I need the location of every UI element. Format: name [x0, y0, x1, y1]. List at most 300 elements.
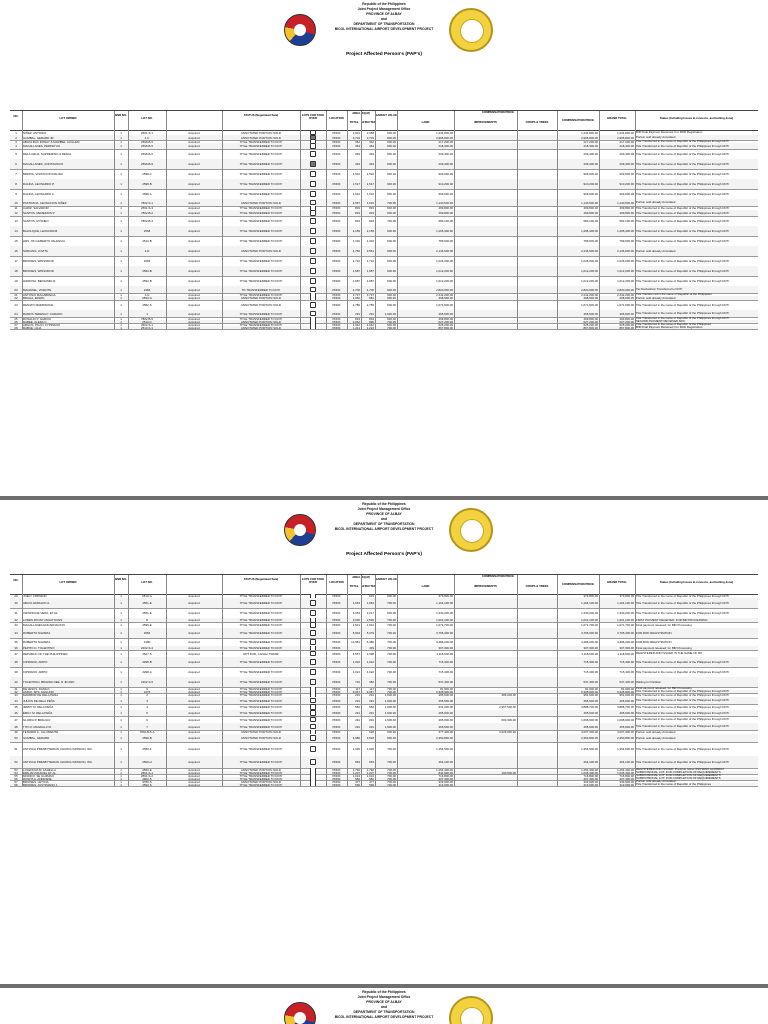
negotiated-status-cell: TITLE TRANSFERRED TO DOTr: [239, 311, 283, 316]
remarks-cell: Title Transferred in the name of Republic of the Philippines through DOTr: [636, 311, 730, 315]
agency-line: and: [380, 17, 388, 21]
column-divider: [454, 723, 455, 730]
takeover-checkbox[interactable]: [301, 310, 325, 317]
column-divider: [635, 276, 636, 286]
takeover-checkbox[interactable]: [301, 608, 325, 618]
takeover-checkbox-box[interactable]: [310, 651, 316, 656]
area-affected-cell: 2,786: [366, 303, 374, 307]
takeover-checkbox-box[interactable]: [310, 759, 316, 764]
compensation-price-cell: 4,486,200.00: [581, 640, 598, 644]
bnd-no-cell: 1: [120, 239, 122, 243]
remarks-cell: Title Transferred in the name of Republic of the Philippines through DOTr: [636, 171, 730, 176]
takeover-checkbox-box[interactable]: [310, 311, 316, 316]
lot-owner-cell: EMILY M. DELA PEÑA: [23, 711, 53, 715]
acquired-status-cell: Acquired: [188, 249, 200, 253]
area-affected-cell: 291: [369, 698, 374, 703]
land-value-cell: 625,200.00: [438, 323, 453, 326]
column-divider: [347, 608, 348, 618]
column-header: TOTAL: [349, 584, 359, 588]
takeover-checkbox-box[interactable]: [310, 200, 316, 205]
takeover-checkbox-box[interactable]: [310, 669, 316, 674]
market-value-cell: 700.00: [387, 651, 396, 656]
column-divider: [454, 266, 455, 276]
column-divider: [599, 608, 600, 618]
negotiated-status-cell: ANNOTATED PORTION SOLD: [241, 296, 281, 300]
land-value-cell: 6,328,900.00: [436, 690, 453, 693]
grand-total-cell: 465,600.00: [619, 724, 634, 729]
takeover-checkbox[interactable]: [301, 638, 325, 646]
market-value-cell: 600.00: [387, 211, 396, 215]
takeover-checkbox-box[interactable]: [310, 287, 316, 292]
acquired-status-cell: Acquired: [188, 594, 200, 598]
column-divider: [397, 236, 398, 246]
takeover-checkbox-box[interactable]: [310, 218, 316, 223]
market-value-cell: 700.00: [387, 777, 396, 780]
market-value-cell: 700.00: [387, 760, 396, 764]
takeover-checkbox[interactable]: [301, 598, 325, 608]
takeover-checkbox-box[interactable]: [310, 161, 316, 166]
land-value-cell: 716,800.00: [438, 774, 453, 777]
area-total-cell: 2,786: [352, 303, 360, 307]
lot-no-cell: 2598-B: [142, 182, 152, 186]
column-divider: [326, 276, 327, 286]
area-affected-cell: 5,379: [366, 631, 374, 635]
takeover-checkbox-box[interactable]: [310, 704, 316, 709]
column-divider: [222, 326, 223, 329]
column-divider: [114, 716, 115, 723]
grand-total-cell: 1,330,200.00: [617, 611, 634, 615]
lot-owner-cell: BRIONES, WINSOROD: [23, 269, 54, 273]
column-divider: [454, 677, 455, 687]
takeover-checkbox[interactable]: [301, 276, 325, 286]
agency-line: Joint Project Management Office: [357, 995, 411, 999]
takeover-checkbox-box[interactable]: [310, 151, 316, 156]
column-divider: [347, 300, 348, 310]
takeover-checkbox[interactable]: [301, 199, 325, 206]
column-divider: [300, 169, 301, 179]
column-divider: [635, 169, 636, 179]
compensation-price-cell: 407,400.00: [583, 777, 598, 780]
compensation-price-cell: 1,234,800.00: [581, 130, 598, 135]
column-divider: [222, 216, 223, 226]
lot-no-cell: 2510-S-1: [141, 326, 153, 329]
bnd-no-cell: 1: [120, 601, 122, 605]
takeover-checkbox[interactable]: [301, 667, 325, 677]
column-divider: [397, 149, 398, 159]
area-total-cell: 833: [355, 211, 360, 215]
column-divider: [517, 650, 518, 657]
column-header: AFFECTED: [361, 584, 376, 588]
negotiated-status-cell: TITLE TRANSFERRED TO DOTr: [239, 771, 283, 774]
negotiated-status-cell: TITLE TRANSFERRED TO DOTr: [239, 711, 283, 715]
area-affected-cell: 1,042: [366, 323, 374, 326]
row-number: 54: [14, 771, 18, 774]
takeover-checkbox[interactable]: [301, 266, 325, 276]
column-divider: [166, 169, 167, 179]
column-divider: [222, 111, 223, 130]
remarks-cell: Title Transferred in the name of Republic of the Philippines through DOTr: [636, 228, 730, 233]
area-affected-cell: 2,217: [366, 611, 374, 615]
takeover-checkbox[interactable]: [301, 286, 325, 293]
column-divider: [347, 246, 348, 256]
column-divider: [22, 667, 23, 677]
column-divider: [166, 575, 167, 594]
market-value-cell: 1,600.00: [384, 717, 396, 722]
acquired-status-cell: Acquired: [188, 326, 200, 329]
remarks-cell: Title Transferred in the name of Republic of the Philippines through DOTr: [636, 206, 730, 210]
remarks-cell: Title Transferred in the name of Republic of the Philippines: [636, 323, 711, 326]
acquired-status-cell: Acquired: [188, 601, 200, 605]
takeover-checkbox-box[interactable]: [310, 326, 316, 329]
row-number: 47: [14, 717, 18, 722]
market-value-cell: 700.00: [387, 747, 396, 751]
bnd-no-cell: 1: [120, 182, 122, 186]
column-divider: [166, 608, 167, 618]
remarks-cell: Title Transferred in the name of Republic of the Philippines through DOTr: [636, 140, 730, 143]
column-divider: [517, 575, 518, 594]
takeover-checkbox[interactable]: [301, 756, 325, 768]
column-divider: [166, 667, 167, 677]
column-divider: [128, 149, 129, 159]
page-3: [0, 988, 768, 1024]
column-divider: [517, 111, 518, 130]
column-divider: [635, 286, 636, 293]
negotiated-status-cell: TITLE TRANSFERRED TO DOTr: [239, 601, 283, 605]
column-divider: [114, 650, 115, 657]
area-affected-cell: 4,700: [366, 287, 374, 292]
market-value-cell: 600.00: [387, 303, 396, 307]
column-divider: [222, 608, 223, 618]
column-divider: [326, 628, 327, 638]
row-number: 49: [14, 730, 18, 734]
market-value-cell: 600.00: [387, 249, 396, 253]
area-total-cell: 2,159: [352, 229, 360, 233]
crops-trees-cell: [518, 677, 556, 687]
lot-owner-cell: MARIBOR DE DELA PEÑA: [23, 693, 59, 697]
market-value-cell: 600.00: [387, 293, 396, 296]
acquired-status-cell: Acquired: [188, 152, 200, 156]
row-number: 13: [14, 219, 18, 223]
land-value-cell: 407,400.00: [438, 777, 453, 780]
land-value-cell: 909,600.00: [438, 192, 453, 196]
remarks-cell: Title Transferred in the name of Republic of the Philippines through DOTr: [636, 143, 730, 148]
takeover-checkbox-box[interactable]: [310, 302, 316, 307]
column-divider: [599, 286, 600, 293]
column-divider: [375, 216, 376, 226]
takeover-checkbox-box[interactable]: [310, 622, 316, 627]
column-divider: [557, 236, 558, 246]
grand-total-cell: 715,400.00: [619, 670, 634, 674]
column-divider: [300, 159, 301, 169]
market-value-cell: 600.00: [387, 152, 396, 156]
location-cell: PDDK: [332, 172, 341, 176]
area-total-cell: 1,052: [352, 296, 360, 300]
takeover-checkbox-box[interactable]: [310, 679, 316, 684]
acquired-status-cell: Acquired: [188, 192, 200, 196]
grand-total-cell: 1,035,400.00: [617, 771, 634, 774]
takeover-checkbox-box[interactable]: [310, 710, 316, 715]
column-divider: [517, 169, 518, 179]
column-divider: [557, 300, 558, 310]
takeover-checkbox-box[interactable]: [310, 181, 316, 186]
lot-no-cell: 2561-S-2: [141, 774, 153, 777]
takeover-checkbox[interactable]: [301, 216, 325, 226]
column-divider: [128, 650, 129, 657]
negotiated-status-cell: TITLE TRANSFERRED TO DOTr: [239, 182, 283, 186]
column-divider: [454, 169, 455, 179]
takeover-checkbox[interactable]: [301, 716, 325, 723]
column-divider: [557, 723, 558, 730]
page-header: [0, 0, 768, 58]
column-divider: [635, 226, 636, 236]
row-number: 23: [14, 303, 18, 307]
column-divider: [361, 598, 362, 608]
column-divider: [222, 697, 223, 704]
column-divider: [326, 179, 327, 189]
compensation-price-cell: 465,600.00: [583, 724, 598, 729]
column-divider: [599, 657, 600, 667]
market-value-cell: 700.00: [387, 771, 396, 774]
bnd-no-cell: 1: [120, 140, 122, 143]
bnd-no-cell: 1: [120, 249, 122, 253]
takeover-checkbox-box[interactable]: [310, 735, 316, 740]
column-divider: [300, 246, 301, 256]
takeover-checkbox-box[interactable]: [310, 191, 316, 196]
takeover-checkbox[interactable]: [301, 723, 325, 730]
bnd-no-cell: 1: [120, 736, 122, 740]
takeover-checkbox-box[interactable]: [310, 600, 316, 605]
takeover-checkbox-box[interactable]: [310, 746, 316, 751]
market-value-cell: 700.00: [387, 631, 396, 635]
remarks-cell: Title Transferred in the name of Republic of the Philippines through DOTr: [636, 710, 730, 715]
column-divider: [114, 179, 115, 189]
acquired-status-cell: Acquired: [188, 705, 200, 709]
column-divider: [557, 179, 558, 189]
column-divider: [635, 742, 636, 756]
takeover-checkbox-box[interactable]: [310, 171, 316, 176]
location-cell: PDDK: [332, 760, 341, 764]
takeover-checkbox[interactable]: [301, 628, 325, 638]
column-divider: [375, 199, 376, 206]
column-divider: [454, 226, 455, 236]
column-divider: [361, 159, 362, 169]
takeover-checkbox-box[interactable]: [310, 659, 316, 664]
column-divider: [517, 236, 518, 246]
row-number: 3: [15, 140, 17, 143]
takeover-checkbox[interactable]: [301, 226, 325, 236]
takeover-checkbox-box[interactable]: [310, 698, 316, 703]
column-divider: [114, 742, 115, 756]
takeover-checkbox-box[interactable]: [310, 724, 316, 729]
takeover-checkbox-box[interactable]: [310, 228, 316, 233]
negotiated-status-cell: ANNOTATED PORTION SOLD: [241, 135, 281, 140]
takeover-checkbox-box[interactable]: [310, 268, 316, 273]
column-divider: [166, 216, 167, 226]
agency-line: DEPARTMENT OF TRANSPORTATION: [353, 22, 415, 26]
takeover-checkbox-box[interactable]: [310, 717, 316, 722]
area-total-cell: 1,792: [352, 768, 360, 771]
takeover-checkbox[interactable]: [301, 677, 325, 687]
remarks-cell: Title Transferred in the name of Republic of the Philippines through DOTr: [636, 594, 730, 598]
takeover-checkbox-box[interactable]: [310, 143, 316, 148]
bnd-no-cell: 1: [120, 279, 122, 283]
column-divider: [22, 783, 23, 786]
location-cell: PDDK: [332, 687, 341, 690]
takeover-checkbox[interactable]: [301, 149, 325, 159]
grand-total-cell: 218,400.00: [619, 144, 634, 148]
column-divider: [361, 638, 362, 646]
negotiated-status-cell: TITLE TRANSFERRED TO DOTr: [239, 140, 283, 143]
column-divider: [128, 628, 129, 638]
column-divider: [166, 179, 167, 189]
lot-owner-cell: RABEE, ALEDA C.: [23, 320, 48, 323]
column-divider: [599, 300, 600, 310]
grand-total-cell: 1,671,600.00: [617, 303, 634, 307]
column-divider: [128, 723, 129, 730]
column-divider: [635, 159, 636, 169]
column-divider: [326, 159, 327, 169]
location-cell: PDDK: [332, 705, 341, 709]
column-divider: [599, 667, 600, 677]
lot-owner-cell: CIPRIANO, ARIPO: [23, 660, 48, 664]
takeover-checkbox-box[interactable]: [310, 639, 316, 644]
column-divider: [166, 266, 167, 276]
takeover-checkbox[interactable]: [301, 742, 325, 756]
agency-line: Republic of the Philippines: [362, 502, 406, 506]
row-number: 15: [14, 239, 18, 243]
takeover-checkbox[interactable]: [301, 734, 325, 742]
market-value-cell: 700.00: [387, 219, 396, 223]
takeover-checkbox-box[interactable]: [310, 258, 316, 263]
remarks-cell: Title Transferred in the name of Republic of the Philippines through DOTr: [636, 600, 730, 605]
column-header: LOTS FOR TAKE OVER: [301, 113, 325, 121]
improvements-cell: [455, 226, 516, 236]
takeover-checkbox[interactable]: [301, 189, 325, 199]
takeover-checkbox-box[interactable]: [310, 783, 316, 786]
column-divider: [222, 256, 223, 266]
row-number: 31: [14, 611, 18, 615]
column-divider: [397, 169, 398, 179]
takeover-checkbox[interactable]: [301, 326, 325, 329]
column-divider: [326, 734, 327, 742]
acquired-status-cell: Acquired: [188, 229, 200, 233]
column-divider: [557, 111, 558, 130]
column-divider: [114, 226, 115, 236]
grand-total-cell: 1,234,800.00: [617, 130, 634, 135]
negotiated-status-cell: TITLE TRANSFERRED TO DOTr: [239, 172, 283, 176]
area-affected-cell: 1,517: [366, 182, 374, 186]
column-divider: [222, 638, 223, 646]
column-header: LAND: [421, 584, 430, 588]
grand-total-cell: 499,800.00: [619, 206, 634, 210]
takeover-checkbox[interactable]: [301, 650, 325, 657]
market-value-cell: 600.00: [387, 279, 396, 283]
takeover-checkbox[interactable]: [301, 657, 325, 667]
column-divider: [454, 149, 455, 159]
takeover-checkbox-box[interactable]: [310, 210, 316, 215]
crops-trees-cell: [518, 256, 556, 266]
column-divider: [222, 236, 223, 246]
location-cell: PDDK: [332, 287, 341, 292]
column-divider: [347, 179, 348, 189]
acquired-status-cell: Acquired: [188, 631, 200, 635]
market-value-cell: 700.00: [387, 774, 396, 777]
takeover-checkbox[interactable]: [301, 246, 325, 256]
column-divider: [300, 256, 301, 266]
area-affected-cell: 1,598: [366, 651, 374, 656]
column-divider: [375, 310, 376, 317]
page-2: [0, 500, 768, 984]
compensation-price-cell: 909,600.00: [583, 172, 598, 176]
column-divider: [22, 189, 23, 199]
bnd-no-cell: 1: [120, 152, 122, 156]
column-divider: [361, 169, 362, 179]
improvements-cell: [455, 246, 516, 256]
takeover-checkbox-box[interactable]: [310, 630, 316, 635]
column-divider: [454, 608, 455, 618]
column-divider: [326, 256, 327, 266]
column-divider: [517, 667, 518, 677]
area-affected-cell: 362: [369, 140, 374, 143]
column-divider: [166, 300, 167, 310]
column-divider: [361, 256, 362, 266]
land-value-cell: 583,100.00: [438, 219, 453, 223]
compensation-price-cell: 1,068,900.00: [581, 717, 598, 722]
takeover-checkbox-box[interactable]: [310, 610, 316, 615]
column-header: AREA (SQ.M): [352, 111, 370, 115]
takeover-checkbox-box[interactable]: [310, 278, 316, 283]
bnd-no-cell: 1: [120, 594, 122, 598]
remarks-cell: Title Transferred in the name of Republic of the Philippines through DOTr: [636, 191, 730, 196]
column-divider: [635, 246, 636, 256]
lot-no-cell: 2599-B-5: [141, 144, 153, 148]
takeover-checkbox-box[interactable]: [310, 238, 316, 243]
area-total-cell: 2,531: [352, 623, 360, 627]
takeover-checkbox[interactable]: [301, 697, 325, 704]
takeover-checkbox[interactable]: [301, 179, 325, 189]
lot-no-cell: 2602-S-1: [141, 323, 153, 326]
takeover-checkbox[interactable]: [301, 256, 325, 266]
column-divider: [375, 159, 376, 169]
agency-line: PROVINCE OF ALBAY: [366, 12, 402, 16]
market-value-cell: 600.00: [387, 259, 396, 263]
land-value-cell: 715,400.00: [438, 660, 453, 664]
column-divider: [397, 246, 398, 256]
location-cell: PDDK: [332, 623, 341, 627]
takeover-checkbox[interactable]: [301, 236, 325, 246]
lot-no-cell: 2298-B: [142, 660, 152, 664]
negotiated-status-cell: TITLE TRANSFERRED TO DOTr: [239, 690, 283, 693]
lot-owner-cell: MAGDAEL, VICENTE: [23, 287, 52, 292]
takeover-checkbox[interactable]: [301, 159, 325, 169]
negotiated-status-cell: TITLE TRANSFERRED TO DOTr: [239, 317, 283, 320]
area-total-cell: 582: [355, 705, 360, 709]
takeover-checkbox[interactable]: [301, 783, 325, 786]
grand-total-cell: 2,905,800.00: [617, 135, 634, 140]
bnd-no-cell: 1: [120, 680, 122, 684]
lot-owner-cell: TENORIO A., ALLORENTE: [23, 730, 59, 734]
grand-total-cell: 951,600.00: [619, 693, 634, 697]
column-divider: [454, 657, 455, 667]
takeover-checkbox[interactable]: [301, 300, 325, 310]
takeover-checkbox-box[interactable]: [310, 248, 316, 253]
column-divider: [375, 276, 376, 286]
takeover-checkbox[interactable]: [301, 169, 325, 179]
column-divider: [361, 246, 362, 256]
lot-no-cell: 2510-C: [142, 320, 152, 323]
market-value-cell: 700.00: [387, 687, 396, 690]
grand-total-cell: 1,254,400.00: [617, 768, 634, 771]
